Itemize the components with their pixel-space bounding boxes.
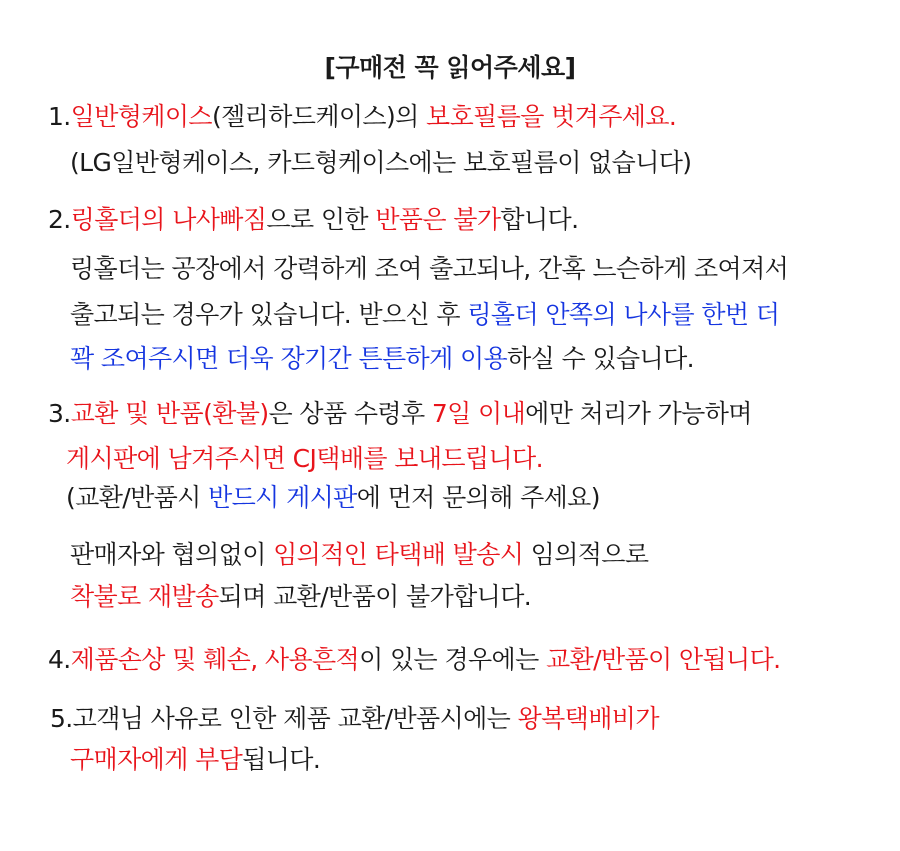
notice-line [70, 298, 779, 332]
notice-line [70, 252, 788, 286]
notice-text: 1. [48, 102, 71, 131]
notice-line [48, 397, 752, 431]
notice-text: 이 있는 경우에는 [359, 645, 547, 674]
notice-text: 2. [48, 205, 71, 234]
notice-text: 교환/반품이 안됩니다. [546, 645, 781, 674]
notice-text: 에만 처리가 가능하며 [525, 399, 752, 428]
notice-line [70, 580, 531, 614]
notice-text: (젤리하드케이스)의 [211, 102, 427, 131]
notice-line [66, 481, 600, 515]
notice-text: 5.고객님 사유로 인한 제품 교환/반품시에는 [50, 704, 518, 733]
notice-line [70, 743, 320, 777]
notice-text: 임의적인 타택배 발송시 [273, 540, 524, 569]
notice-text: 제품손상 및 훼손, 사용흔적 [70, 645, 360, 674]
notice-text: 링홀더 안쪽의 나사를 한번 더 [467, 300, 780, 329]
notice-text: 반품은 불가 [375, 205, 501, 234]
notice-text: 4. [48, 645, 71, 674]
notice-text: 하실 수 있습니다. [507, 344, 694, 373]
notice-text: 왕복택배비가 [517, 704, 659, 733]
notice-text: 일반형케이스 [70, 102, 212, 131]
notice-text: (교환/반품시 [66, 483, 209, 512]
notice-text: 7일 이내 [431, 399, 526, 428]
notice-text: (LG일반형케이스, 카드형케이스에는 보호필름이 없습니다) [70, 148, 692, 177]
notice-text: 에 먼저 문의해 주세요) [356, 483, 600, 512]
notice-text: 출고되는 경우가 있습니다. 받으신 후 [70, 300, 468, 329]
notice-text: 링홀더는 공장에서 강력하게 조여 출고되나, 간혹 느슨하게 조여져서 [70, 254, 789, 283]
notice-text: 보호필름을 벗겨주세요. [426, 102, 677, 131]
notice-line [48, 203, 578, 237]
notice-text: 됩니다. [242, 745, 321, 774]
notice-text: 판매자와 협의없이 [70, 540, 274, 569]
page-title: [구매전 꼭 읽어주세요] [324, 53, 576, 82]
notice-text: 은 상품 수령후 [268, 399, 432, 428]
notice-text: 되며 교환/반품이 불가합니다. [218, 582, 532, 611]
notice-text: 반드시 게시판 [208, 483, 357, 512]
notice-text: 으로 인한 [266, 205, 376, 234]
notice-text: 교환 및 반품(환불) [70, 399, 269, 428]
notice-line [70, 342, 694, 376]
notice-text: 게시판에 남겨주시면 CJ택배를 보내드립니다. [66, 444, 543, 473]
notice-line [70, 146, 691, 180]
notice-line [48, 643, 780, 677]
notice-text: 착불로 재발송 [70, 582, 219, 611]
notice-text: 합니다. [500, 205, 579, 234]
notice-line [70, 538, 648, 572]
notice-line [48, 100, 676, 134]
notice-text: 3. [48, 399, 71, 428]
notice-text: 꽉 조여주시면 더욱 장기간 튼튼하게 이용 [70, 344, 508, 373]
notice-line [66, 442, 543, 476]
notice-text: 구매자에게 부담 [70, 745, 243, 774]
notice-text: 링홀더의 나사빠짐 [70, 205, 267, 234]
notice-text: 임의적으로 [523, 540, 649, 569]
notice-line [50, 702, 659, 736]
